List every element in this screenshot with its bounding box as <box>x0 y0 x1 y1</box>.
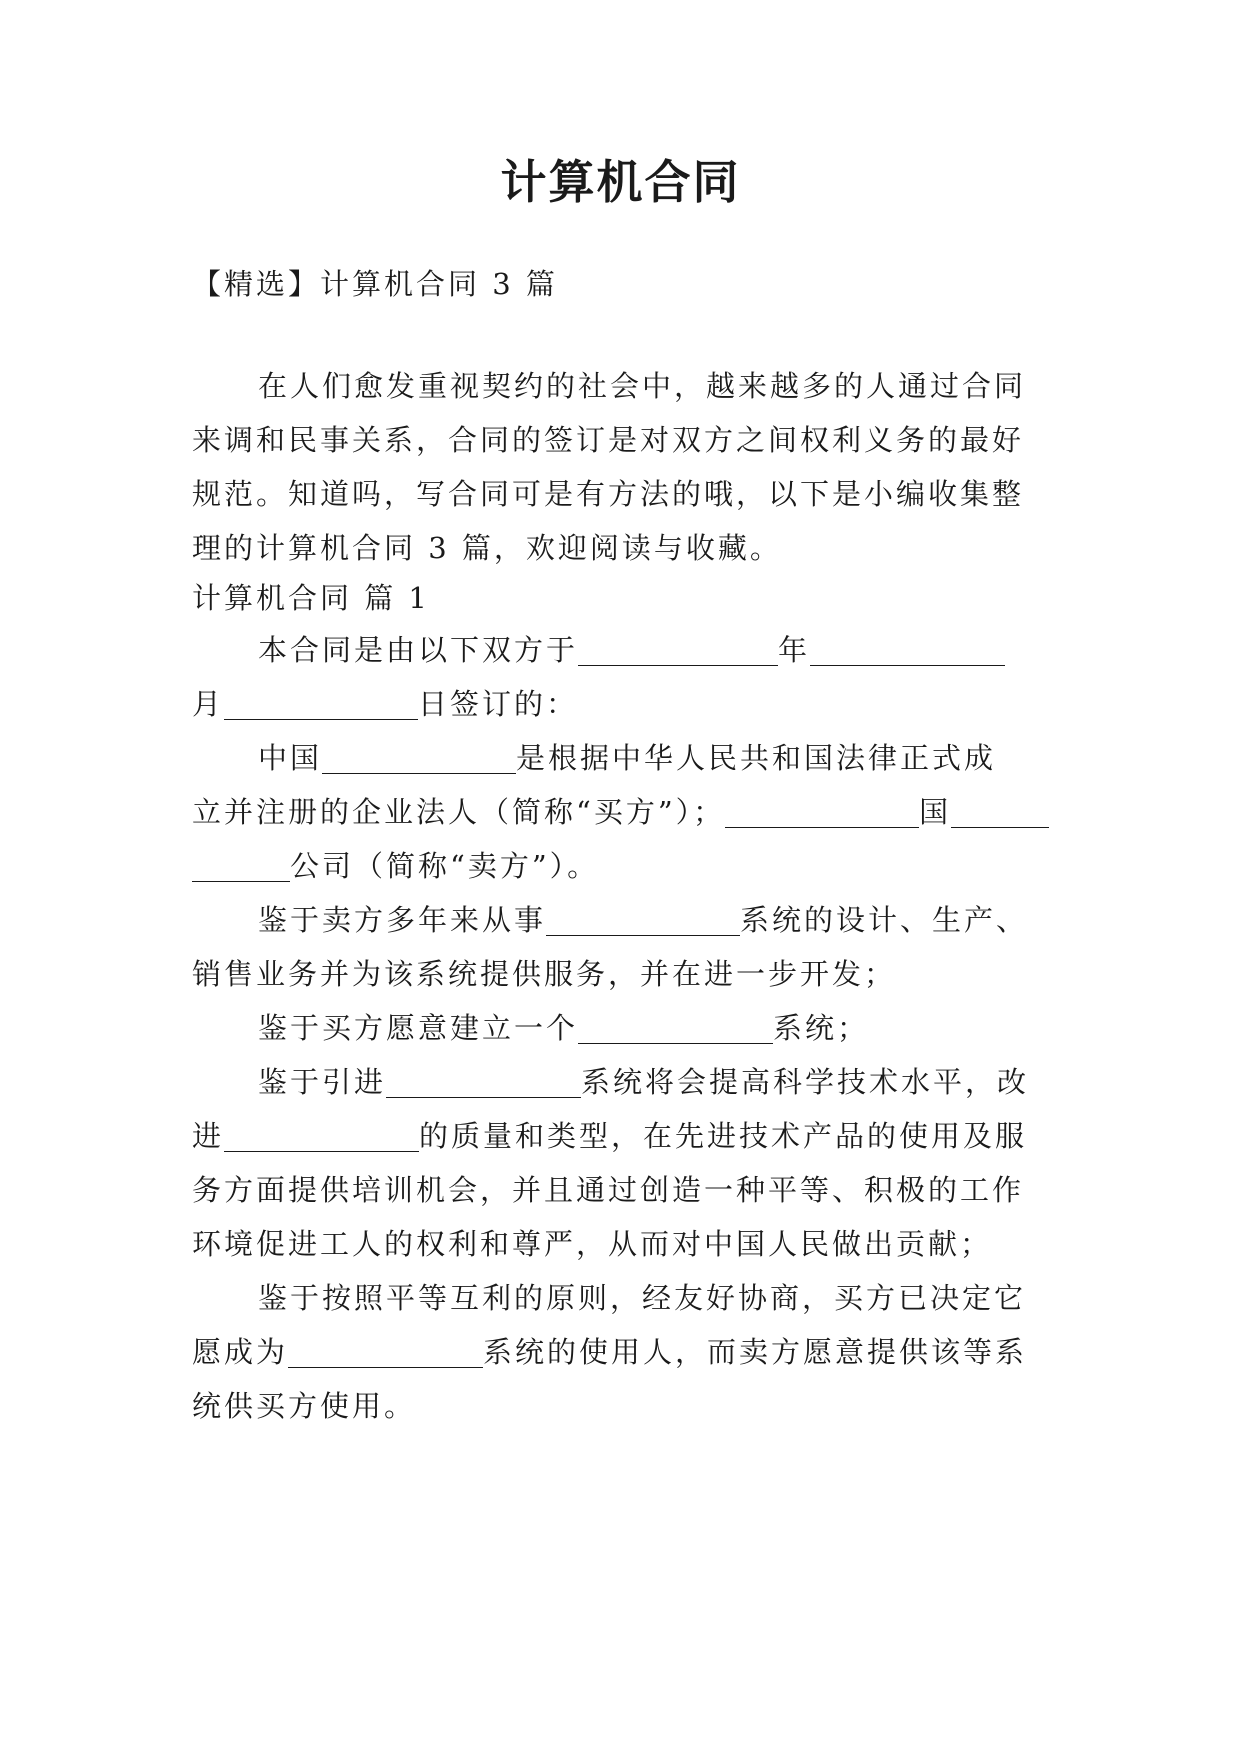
section-heading: 计算机合同 篇 1 <box>192 581 430 615</box>
paragraph-text: 愿成为 <box>192 1335 289 1369</box>
blank-field <box>546 905 740 936</box>
paragraph-line <box>192 792 1049 832</box>
document-title: 计算机合同 <box>500 155 741 209</box>
paragraph-text: 系统； <box>773 1011 870 1045</box>
paragraph-line <box>258 738 996 778</box>
blank-field <box>810 635 1005 666</box>
paragraph-line: 销售业务并为该系统提供服务，并在进一步开发； <box>192 957 897 991</box>
blank-field <box>322 743 516 774</box>
paragraph-text: 中国 <box>258 741 323 775</box>
paragraph-text: 的质量和类型，在先进技术产品的使用及服 <box>419 1119 1028 1153</box>
paragraph-text: 是根据中华人民共和国法律正式成 <box>516 741 997 775</box>
paragraph-line: 环境促进工人的权利和尊严，从而对中国人民做出贡献； <box>192 1227 993 1261</box>
paragraph-text: 鉴于引进 <box>258 1065 387 1099</box>
intro-line: 规范。知道吗，写合同可是有方法的哦，以下是小编收集整 <box>192 477 1025 511</box>
blank-field <box>725 797 919 828</box>
paragraph-line <box>192 846 599 886</box>
paragraph-line <box>258 630 1005 670</box>
paragraph-text: 日签订的： <box>418 687 579 721</box>
paragraph-text: 鉴于卖方多年来从事 <box>258 903 547 937</box>
blank-field <box>224 1121 419 1152</box>
paragraph-line <box>258 900 1028 940</box>
intro-line: 在人们愈发重视契约的社会中，越来越多的人通过合同 <box>258 369 1027 403</box>
paragraph-line: 鉴于按照平等互利的原则，经友好协商，买方已决定它 <box>258 1281 1027 1315</box>
paragraph-line: 务方面提供培训机会，并且通过创造一种平等、积极的工作 <box>192 1173 1025 1207</box>
paragraph-line <box>258 1062 1029 1102</box>
paragraph-text: 系统将会提高科学技术水平，改 <box>581 1065 1030 1099</box>
paragraph-text: 鉴于买方愿意建立一个 <box>258 1011 579 1045</box>
intro-line: 理的计算机合同 3 篇，欢迎阅读与收藏。 <box>192 531 782 565</box>
blank-field <box>578 635 778 666</box>
paragraph-text: 年 <box>778 633 811 667</box>
paragraph-text: 立并注册的企业法人（简称“买方”）； <box>192 795 726 829</box>
paragraph-text: 系统的使用人，而卖方愿意提供该等系 <box>483 1335 1028 1369</box>
paragraph-line <box>258 1008 869 1048</box>
paragraph-text: 公司（简称“卖方”）。 <box>290 849 600 883</box>
paragraph-text: 月 <box>192 687 225 721</box>
paragraph-text: 国 <box>919 795 952 829</box>
blank-field <box>224 689 418 720</box>
paragraph-line <box>192 684 578 724</box>
blank-field <box>288 1337 483 1368</box>
paragraph-text: 本合同是由以下双方于 <box>258 633 579 667</box>
paragraph-text: 系统的设计、生产、 <box>740 903 1029 937</box>
paragraph-line <box>192 1332 1027 1372</box>
intro-line: 来调和民事关系，合同的签订是对双方之间权利义务的最好 <box>192 423 1025 457</box>
paragraph-line: 统供买方使用。 <box>192 1389 417 1423</box>
paragraph-text: 进 <box>192 1119 225 1153</box>
document-subtitle: 【精选】计算机合同 3 篇 <box>192 267 558 301</box>
blank-field <box>192 851 290 882</box>
paragraph-line <box>192 1116 1027 1156</box>
blank-field <box>951 797 1049 828</box>
blank-field <box>578 1013 773 1044</box>
blank-field <box>386 1067 581 1098</box>
